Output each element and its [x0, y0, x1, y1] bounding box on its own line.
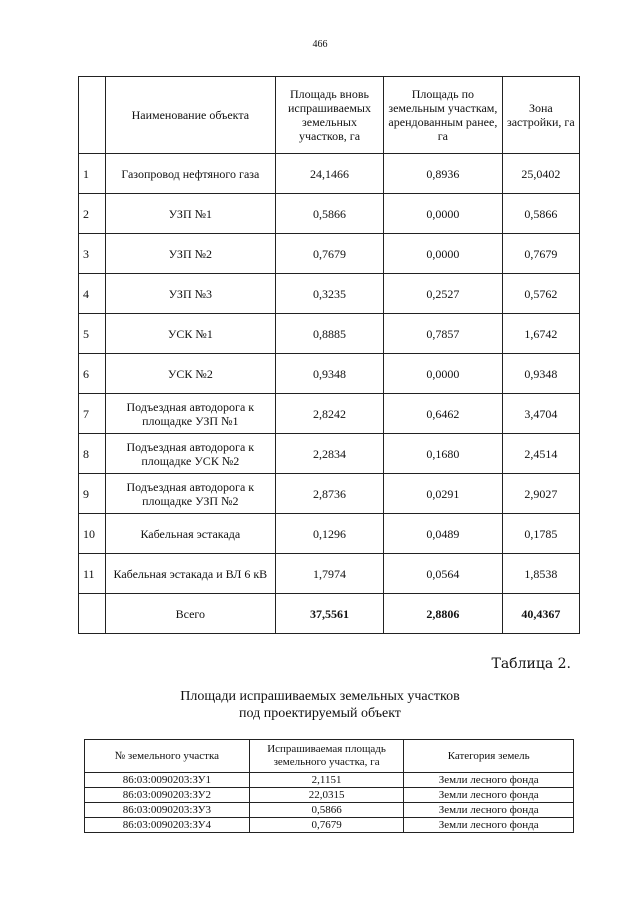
object-name: Подъездная автодорога к площадке УЗП №2 [105, 474, 275, 514]
object-name: УСК №1 [105, 314, 275, 354]
row-num: 5 [79, 314, 106, 354]
new-area-value: 0,8885 [275, 314, 383, 354]
new-area-value: 0,7679 [275, 234, 383, 274]
header-land-category: Категория земель [404, 740, 574, 773]
object-name: УЗП №2 [105, 234, 275, 274]
plot-id: 86:03:0090203:ЗУ2 [85, 788, 250, 803]
object-name: Подъездная автодорога к площадке УЗП №1 [105, 394, 275, 434]
leased-area-value: 0,0564 [384, 554, 503, 594]
new-area-value: 24,1466 [275, 154, 383, 194]
new-area-value: 2,8736 [275, 474, 383, 514]
plot-id: 86:03:0090203:ЗУ1 [85, 773, 250, 788]
leased-area-value: 0,0000 [384, 354, 503, 394]
zone-value: 2,4514 [502, 434, 579, 474]
row-num: 2 [79, 194, 106, 234]
zone-value: 0,9348 [502, 354, 579, 394]
header-object-name: Наименование объекта [105, 77, 275, 154]
table-header-row [79, 77, 580, 154]
total-leased-area: 2,8806 [384, 594, 503, 634]
total-num-cell [79, 594, 106, 634]
object-name: Газопровод нефтяного газа [105, 154, 275, 194]
zone-value: 1,8538 [502, 554, 579, 594]
row-num: 1 [79, 154, 106, 194]
leased-area-value: 0,0000 [384, 194, 503, 234]
header-new-area: Площадь вновь испрашиваемых земельных участков, га [275, 77, 383, 154]
object-name: Кабельная эстакада и ВЛ 6 кВ [105, 554, 275, 594]
row-num: 8 [79, 434, 106, 474]
land-category: Земли лесного фонда [404, 818, 574, 833]
total-zone: 40,4367 [502, 594, 579, 634]
table2-label: Таблица 2. [491, 656, 571, 672]
new-area-value: 0,9348 [275, 354, 383, 394]
table-row [79, 234, 580, 274]
land-plots-table [84, 739, 574, 833]
plot-area: 0,7679 [249, 818, 404, 833]
leased-area-value: 0,2527 [384, 274, 503, 314]
table-row [79, 194, 580, 234]
row-num: 9 [79, 474, 106, 514]
row-num: 4 [79, 274, 106, 314]
new-area-value: 1,7974 [275, 554, 383, 594]
header-num [79, 77, 106, 154]
table-header-row [85, 740, 574, 773]
table-row [79, 554, 580, 594]
leased-area-value: 0,0489 [384, 514, 503, 554]
page-number: 466 [312, 39, 328, 50]
table-row [79, 514, 580, 554]
leased-area-value: 0,1680 [384, 434, 503, 474]
row-num: 3 [79, 234, 106, 274]
plot-area: 22,0315 [249, 788, 404, 803]
row-num: 11 [79, 554, 106, 594]
table-row [85, 773, 574, 788]
object-name: Кабельная эстакада [105, 514, 275, 554]
new-area-value: 2,8242 [275, 394, 383, 434]
zone-value: 0,5762 [502, 274, 579, 314]
header-plot-id: № земельного участка [85, 740, 250, 773]
total-new-area: 37,5561 [275, 594, 383, 634]
table-row [79, 354, 580, 394]
plot-area: 2,1151 [249, 773, 404, 788]
total-label: Всего [105, 594, 275, 634]
leased-area-value: 0,7857 [384, 314, 503, 354]
land-category: Земли лесного фонда [404, 803, 574, 818]
table-row [79, 474, 580, 514]
object-name: Подъездная автодорога к площадке УСК №2 [105, 434, 275, 474]
land-category: Земли лесного фонда [404, 773, 574, 788]
table-row [79, 274, 580, 314]
leased-area-value: 0,0291 [384, 474, 503, 514]
zone-value: 1,6742 [502, 314, 579, 354]
object-name: УСК №2 [105, 354, 275, 394]
zone-value: 0,1785 [502, 514, 579, 554]
table-row [85, 818, 574, 833]
zone-value: 0,7679 [502, 234, 579, 274]
header-plot-area: Испрашиваемая площадь земельного участка, га [249, 740, 404, 773]
leased-area-value: 0,8936 [384, 154, 503, 194]
row-num: 7 [79, 394, 106, 434]
plot-id: 86:03:0090203:ЗУ4 [85, 818, 250, 833]
object-name: УЗП №1 [105, 194, 275, 234]
table-row [79, 154, 580, 194]
new-area-value: 2,2834 [275, 434, 383, 474]
table-row [85, 788, 574, 803]
zone-value: 25,0402 [502, 154, 579, 194]
table2-title-line1: Площади испрашиваемых земельных участков [180, 689, 460, 704]
object-name: УЗП №3 [105, 274, 275, 314]
leased-area-value: 0,6462 [384, 394, 503, 434]
zone-value: 0,5866 [502, 194, 579, 234]
row-num: 6 [79, 354, 106, 394]
new-area-value: 0,3235 [275, 274, 383, 314]
plot-id: 86:03:0090203:ЗУ3 [85, 803, 250, 818]
table-row [79, 314, 580, 354]
header-build-zone: Зона застройки, га [502, 77, 579, 154]
new-area-value: 0,1296 [275, 514, 383, 554]
land-category: Земли лесного фонда [404, 788, 574, 803]
table2-title-line2: под проектируемый объект [239, 706, 401, 721]
new-area-value: 0,5866 [275, 194, 383, 234]
zone-value: 3,4704 [502, 394, 579, 434]
leased-area-value: 0,0000 [384, 234, 503, 274]
row-num: 10 [79, 514, 106, 554]
table-row [79, 434, 580, 474]
header-leased-area: Площадь по земельным участкам, арендованным ранее, га [384, 77, 503, 154]
total-row [79, 594, 580, 634]
object-area-table [78, 76, 580, 634]
table-row [85, 803, 574, 818]
zone-value: 2,9027 [502, 474, 579, 514]
table-row [79, 394, 580, 434]
table2-title [0, 688, 640, 722]
plot-area: 0,5866 [249, 803, 404, 818]
